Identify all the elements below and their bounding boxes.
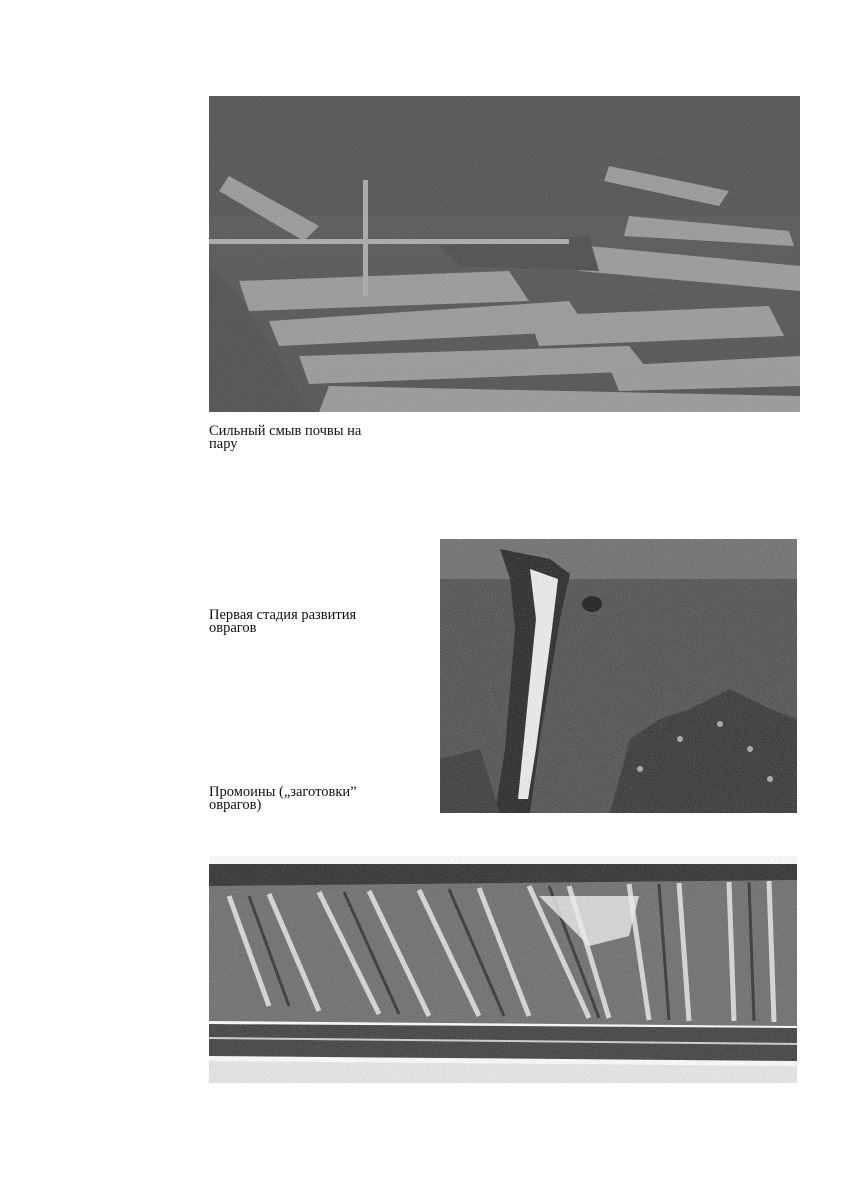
caption-soil-washout-line-2: пару bbox=[209, 436, 238, 452]
caption-first-stage-line-1: Первая стадия развития bbox=[209, 607, 357, 623]
photo-rills-slope-image bbox=[209, 856, 797, 1083]
caption-soil-washout bbox=[209, 425, 361, 451]
photo-ravine-first-stage bbox=[440, 539, 797, 813]
caption-first-stage bbox=[209, 609, 356, 635]
caption-first-stage-line-2: оврагов bbox=[209, 620, 257, 636]
caption-rills-line-2: оврагов) bbox=[209, 797, 262, 813]
photo-soil-washout bbox=[209, 96, 800, 412]
photo-rills-slope bbox=[209, 856, 797, 1083]
photo-soil-washout-image bbox=[209, 96, 800, 412]
photo-ravine-first-stage-image bbox=[440, 539, 797, 813]
caption-soil-washout-line-1: Сильный смыв почвы на bbox=[209, 423, 362, 439]
caption-rills bbox=[209, 786, 357, 812]
caption-rills-line-1: Промоины („заготовки” bbox=[209, 784, 357, 800]
